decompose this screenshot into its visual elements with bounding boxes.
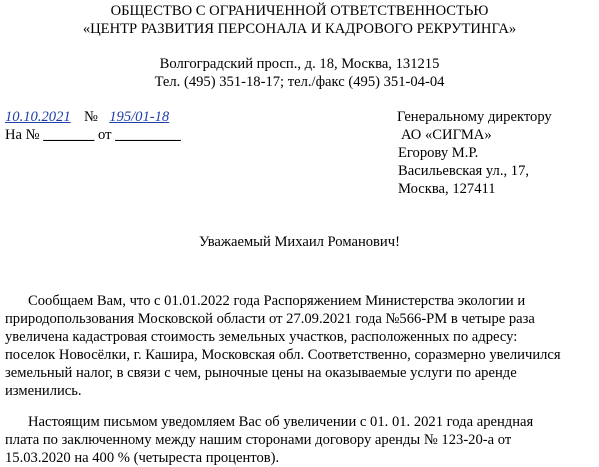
paragraph-line: 15.03.2020 на 400 % (четыреста процентов).: [5, 450, 280, 466]
outgoing-date: 10.10.2021: [5, 109, 71, 125]
org-name-line1: ОБЩЕСТВО С ОГРАНИЧЕННОЙ ОТВЕТСТВЕННОСТЬЮ: [110, 3, 489, 19]
outgoing-number-sign: №: [83, 109, 98, 125]
recipient-position: Генеральному директору: [397, 109, 552, 125]
paragraph-line: поселок Новосёлки, г. Кашира, Московская обл. Соответственно, соразмерно увеличился: [5, 347, 561, 363]
paragraph-line: плата по заключенному между нашим сторонами договору аренды № 123-20-а от: [5, 432, 512, 448]
paragraph-line: Сообщаем Вам, что с 01.01.2022 года Распоряжением Министерства экологии и: [28, 293, 526, 309]
recipient-company: АО «СИГМА»: [401, 127, 492, 143]
reference-prefix: На №: [5, 127, 40, 143]
paragraph-line: Настоящим письмом уведомляем Вас об увеличении с 01. 01. 2021 года арендная: [28, 414, 534, 430]
outgoing-reg-line: [5, 108, 169, 126]
recipient-street: Васильевская ул., 17,: [398, 163, 530, 179]
paragraph-line: земельный налог, в связи с чем, рыночные цены на оказываемые услуги по аренде: [5, 365, 517, 381]
body-paragraph-1: [5, 292, 595, 400]
outgoing-number: 195/01-18: [109, 109, 170, 125]
reference-number-blank: _______: [43, 127, 95, 143]
paragraph-line: увеличена кадастровая стоимость земельных участков, расположенных по адресу:: [5, 329, 518, 345]
recipient-city: Москва, 127411: [398, 181, 496, 197]
recipient-name: Егорову М.Р.: [398, 145, 479, 161]
reference-line: [5, 126, 181, 144]
org-name-line2: «ЦЕНТР РАЗВИТИЯ ПЕРСОНАЛА И КАДРОВОГО РЕКРУТИНГА»: [82, 21, 517, 37]
body-paragraph-2: [5, 413, 595, 467]
org-phones: Тел. (495) 351-18-17; тел./факс (495) 351-04-04: [154, 74, 445, 90]
paragraph-line: изменились.: [5, 383, 82, 399]
paragraph-line: природопользования Московской области от 27.09.2021 года №566-РМ в четыре раза: [5, 311, 535, 327]
reference-from: от: [97, 127, 112, 143]
org-address: Волгоградский просп., д. 18, Москва, 131215: [159, 56, 440, 72]
salutation: Уважаемый Михаил Романович!: [199, 234, 400, 250]
reference-date-blank: _________: [115, 127, 181, 143]
